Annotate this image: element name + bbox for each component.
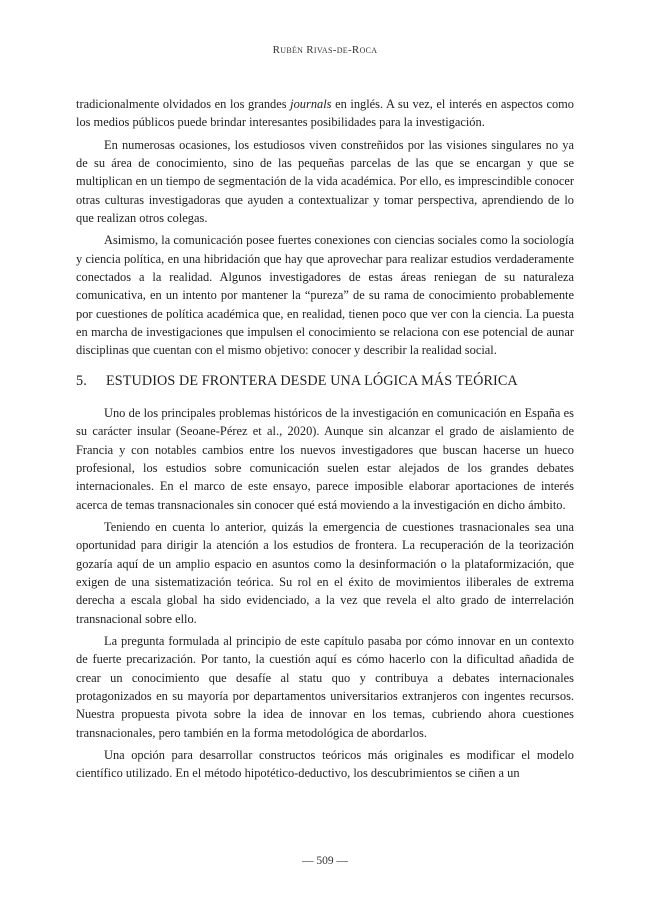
- section-title: ESTUDIOS DE FRONTERA DESDE UNA LÓGICA MÁS TEÓRICA: [106, 372, 518, 389]
- section-heading: [76, 372, 574, 390]
- paragraph-7: Una opción para desarrollar constructos teóricos más originales es modificar el modelo científico utilizado. En el método hipotético-deductivo, los descubrimientos se ciñen a un: [76, 748, 574, 781]
- paragraph-1: tradicionalmente olvidados en los grandes journals en inglés. A su vez, el interés en aspectos como los medios públicos puede brindar interesantes posibilidades para la investigación.: [76, 97, 574, 130]
- running-head: Rubén Rivas-de-Roca: [272, 44, 378, 56]
- section-number: 5.: [76, 372, 87, 389]
- paragraph-4: Uno de los principales problemas históricos de la investigación en comunicación en España es su carácter insular (Seoane-Pérez et al., 2020). Aunque sin alcanzar el grado de aislamiento de Francia y con notables cambios entre los nuevos investigadores que buscan hacerse un hueco profesional, los estudios sobre comunicación suelen estar alejados de los grandes debates internacionales. En el marco de este ensayo, parece imposible elaborar aportaciones de interés acerca de temas transnacionales sin conocer qué está moviendo a la investigación en dicho ámbito.: [76, 405, 574, 512]
- paragraph-5: Teniendo en cuenta lo anterior, quizás la emergencia de cuestiones trasnacionales sea una oportunidad para dirigir la atención a los estudios de frontera. La recuperación de la teorización gozaría aquí de un amplio espacio en asuntos como la desinformación o la plataformización, que exigen de una sistematización teórica. Su rol en el éxito de movimientos iliberales de extrema derecha a escala global ha sido evidenciado, a la vez que revela el alto grado de interrelación transnacional sobre ello.: [76, 519, 574, 626]
- emphasis-journals: journals: [290, 97, 332, 111]
- paragraph-6: La pregunta formulada al principio de este capítulo pasaba por cómo innovar en un contexto de fuerte precarización. Por tanto, la cuestión aquí es cómo hacerlo con la dificultad añadida de crear un conocimiento que desafíe al statu quo y contribuya a debates internacionales protagonizados en su mayoría por departamentos universitarios extranjeros con ingentes recursos. Nuestra propuesta pivota sobre la idea de innovar en los temas, cubriendo ahora cuestiones transnacionales, pero también en la forma metodológica de abordarlos.: [76, 633, 574, 740]
- body-text: [76, 95, 574, 787]
- paragraph-3: Asimismo, la comunicación posee fuertes conexiones con ciencias sociales como la sociología y ciencia política, en una hibridación que hay que aprovechar para realizar estudios verdaderamente conectados a la realidad. Algunos investigadores de estas áreas reniegan de su naturaleza comunicativa, en un intento por mantener la “pureza” de su rama de conocimiento probablemente por cuestiones de política académica que, en realidad, tienen poco que ver con la ciencia. La puesta en marcha de investigaciones que impulsen el conocimiento se relaciona con ese potencial de aunar disciplinas que cuentan con el mismo objetivo: conocer y describir la realidad social.: [76, 233, 574, 358]
- page-number: — 509 —: [302, 855, 348, 867]
- paragraph-2: En numerosas ocasiones, los estudiosos viven constreñidos por las visiones singulares no ya de su área de conocimiento, sino de las pequeñas parcelas de las que se encargan y que se multiplican en un tiempo de segmentación de la vida académica. Por ello, es imprescindible conocer otras culturas investigadoras que ayuden a contextualizar y tomar perspectiva, aprendiendo de lo que realizan otros colegas.: [76, 137, 574, 226]
